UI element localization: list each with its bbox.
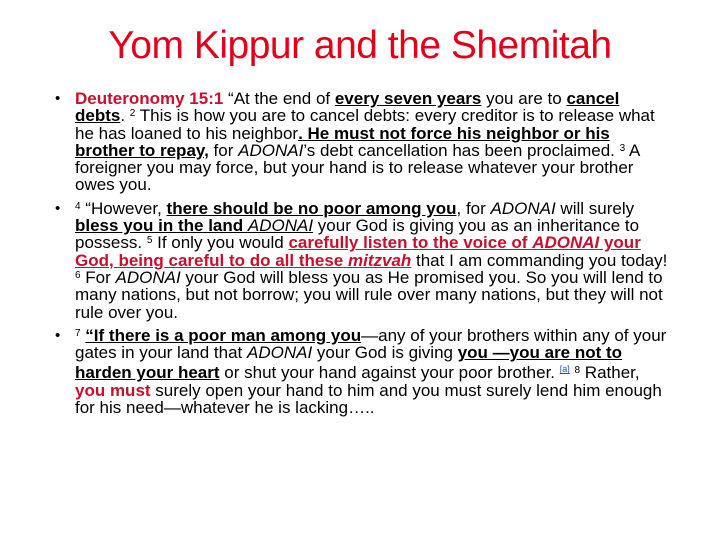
bullet-dot-icon: • — [55, 90, 61, 107]
text: A foreigner you may force, but your hand is to release whatever your brother owes you. — [75, 140, 640, 195]
text: your God is giving you as an inheritance to possess. — [75, 216, 640, 253]
bullet-dot-icon: • — [55, 326, 61, 344]
underlined-phrase: “If there is a poor man among you — [85, 325, 362, 345]
text: , for — [456, 198, 491, 218]
underlined-phrase: . He must not force his neighbor or his brother to repay, — [75, 123, 610, 160]
text: ’s debt cancellation has been proclaimed. — [303, 140, 620, 160]
text: your God will bless you as He promised you. So you will lend to many nations, but not borrow; you will rule over many nations, but they will not rule over you. — [75, 267, 663, 322]
bullet-dot-icon: • — [55, 199, 61, 217]
footnote-link[interactable]: [a] — [559, 364, 570, 375]
verse-number: 7 — [75, 327, 81, 339]
bullet-verse-4 — [52, 200, 672, 321]
text: For — [80, 267, 116, 287]
scripture-reference: Deuteronomy 15:1 — [75, 89, 224, 108]
text: This is how you are to cancel debts: every creditor is to release what he has loaned to his neighbor — [75, 106, 655, 143]
text: for — [208, 140, 239, 160]
slide-title: Yom Kippur and the Shemitah — [108, 24, 612, 67]
divine-name: ADONAI — [247, 343, 313, 363]
text: . — [120, 106, 130, 126]
verse-number: 3 — [619, 142, 626, 154]
divine-name: ADONAI — [247, 216, 314, 236]
text: your God is giving — [312, 343, 458, 363]
highlighted-phrase: you must — [75, 380, 151, 400]
bullet-verse-7 — [52, 327, 672, 416]
text: or shut your hand against your poor brother. — [219, 363, 560, 383]
text: —any of your brothers within any of your gates in your land that — [75, 325, 667, 363]
highlighted-phrase: carefully listen to the voice of — [288, 233, 533, 253]
text: Rather, — [580, 363, 640, 383]
verse-number: 8 — [574, 365, 581, 377]
divine-name: ADONAI — [115, 267, 181, 287]
verse-number: 2 — [129, 108, 136, 120]
underlined-phrase: bless you in the land — [75, 216, 248, 236]
divine-name: ADONAI — [490, 198, 556, 218]
verse-number: 5 — [146, 235, 153, 247]
divine-name: ADONAI — [238, 140, 304, 160]
text: If only you would — [152, 233, 289, 253]
highlighted-phrase: your God, being careful to do all these — [75, 233, 641, 270]
underlined-phrase: cancel debts — [75, 89, 620, 126]
text: that I am commanding you today! — [411, 250, 668, 270]
bullet-deuteronomy-15-1 — [52, 90, 672, 194]
text: will surely — [555, 198, 635, 218]
underlined-phrase: there should be no poor among you — [166, 198, 457, 218]
text: “At the end of — [223, 89, 335, 108]
underlined-phrase: every seven years — [334, 89, 482, 108]
underlined-phrase: you —you are not to harden your heart — [75, 343, 623, 383]
text: “However, — [80, 198, 167, 218]
text: you are to — [481, 89, 567, 108]
text: surely open your hand to him and you must surely lend him enough for his need—whatever he is lacking….. — [75, 380, 662, 418]
mitzvah-word: mitzvah — [347, 250, 412, 270]
bullet-list — [52, 90, 672, 422]
divine-name: ADONAI — [532, 233, 600, 253]
verse-number: 6 — [75, 269, 81, 281]
verse-number: 4 — [75, 200, 81, 212]
